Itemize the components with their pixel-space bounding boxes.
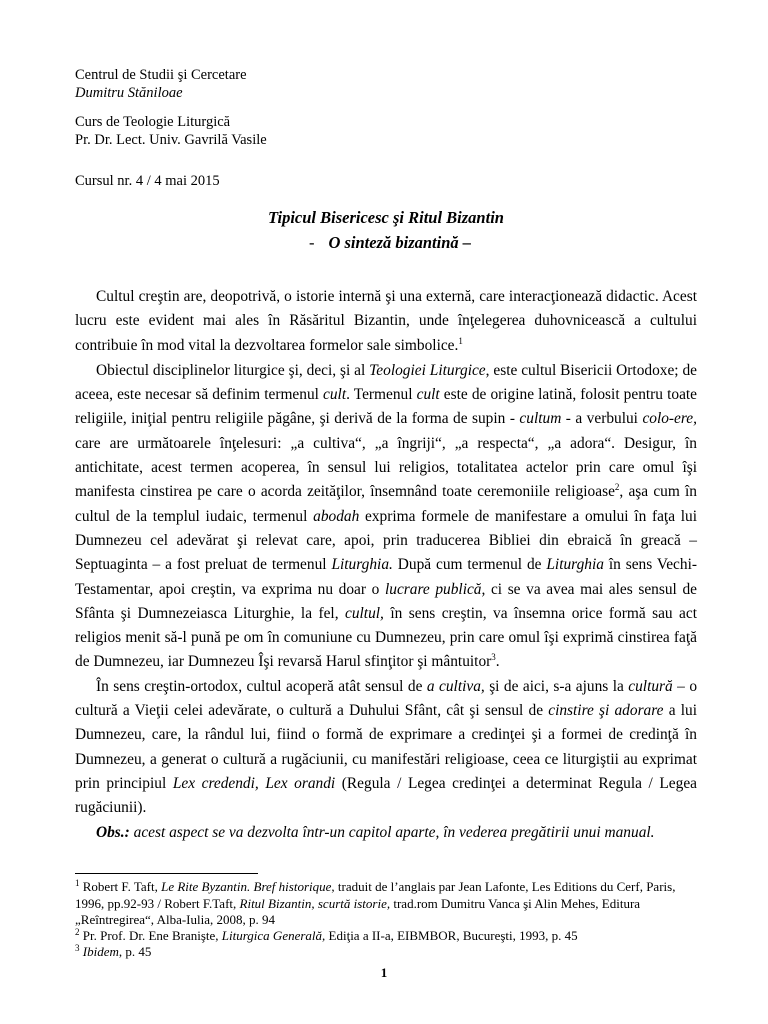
p2-i9: lucrare publică, <box>384 580 486 598</box>
p2-s1: Obiectul disciplinelor liturgice şi, deci, şi al <box>96 361 370 379</box>
p3-i3: cinstire şi adorare <box>548 702 664 720</box>
title-sub: O sinteză bizantină – <box>328 233 472 252</box>
footnote-ref-2: 2 <box>614 482 620 493</box>
footnote-2 <box>75 928 697 945</box>
p2-s13: . <box>495 653 500 671</box>
footnote-separator <box>75 873 258 874</box>
obs-text: acest aspect se va dezvolta într-un capitol aparte, în vederea pregătirii unui manual. <box>129 823 655 841</box>
p3-s4: a lui Dumnezeu, care, la rândul lui, fiind o formă de exprimare a credinţei şi a formei de credinţă în Dumnezeu, a generat o cultură a rugăciunii, cu manifestări religioase, ceea ce liturgiştii au exprimat prin principiul <box>75 702 697 792</box>
footnote-3-number: 3 <box>75 943 80 953</box>
footnote-1-title-fr: Le Rite Byzantin. Bref historique <box>161 879 332 894</box>
paragraph-2 <box>75 359 697 675</box>
footnote-2-title: Liturgica Generală, <box>221 928 326 943</box>
title-main: Tipicul Bisericesc şi Ritul Bizantin <box>268 208 504 227</box>
header-institution-block <box>75 66 247 102</box>
paragraph-3 <box>75 675 697 821</box>
p2-s12: în sens creştin, va însemna orice formă sau act religios menit să-l pună pe om în comuniune cu Dumnezeu, prin care omul îşi exprimă cinstirea faţă de Dumnezeu, iar Dumnezeu Îşi revarsă Harul sfinţitor şi mântuitor <box>75 604 697 671</box>
p2-i4: cultum <box>519 410 562 428</box>
footnote-2-number: 2 <box>75 927 80 937</box>
observation-note <box>75 821 697 845</box>
footnote-1-title-ro: Ritul Bizantin, scurtă istorie, <box>239 895 391 911</box>
footnote-3 <box>75 944 697 961</box>
p2-i10: cultul, <box>344 604 384 622</box>
institution-text: Centrul de Studii şi Cercetare <box>75 67 247 83</box>
obs-label: Obs.: <box>96 823 130 841</box>
p2-i1: Teologiei Liturgice <box>369 361 486 379</box>
p2-i3: cult <box>416 386 440 404</box>
p1-text: Cultul creştin are, deopotrivă, o istorie internă şi una externă, care interacţionează didactic. Acest lucru este evident mai ales în Răsăritul Bizantin, unde înţelegerea duhovnicească a cultului contribuie în mod vital la dezvoltarea formelor sale simbolice. <box>75 288 697 354</box>
p3-i4: Lex credendi, Lex orandi <box>172 774 336 792</box>
p2-s6: care are următoarele înţelesuri: „a cultiva“, „a îngriji“, „a respecta“, „a adora“. Desigur, în antichitate, acest termen acoperea, în sensul lui religios, totalitatea actelor prin care omul îşi manifesta cinstirea pe care o acorda zeităţilor, însemnând toate ceremoniile religioase <box>75 434 697 501</box>
p2-s11: ci se va avea mai ales sensul de Sfânta şi Dumnezeiasca Liturghie, la fel, <box>75 580 697 622</box>
header-lecture <box>75 172 220 190</box>
p3-s3: – o cultură a Vieţii celei adevărate, o cultură a Duhului Sfânt, cât şi sensul de <box>75 677 698 720</box>
p2-s3: . Termenul <box>346 386 417 404</box>
p2-s8: exprima formele de manifestare a omului în faţa lui Dumnezeu cel adevărat şi relevat care, apoi, prin traducerea Bibliei din ebraică în greacă – Septuaginta – a fost preluat de termenul <box>75 507 697 574</box>
p2-s5: - a verbului <box>561 410 643 428</box>
p2-s7: , aşa cum în cultul de la templul iudaic, termenul <box>75 483 698 525</box>
p2-s2: , este cultul Bisericii Ortodoxe; de aceea, este necesar să definim termenul <box>75 361 698 404</box>
p2-i8: Liturghia <box>546 556 604 574</box>
footnote-3-ibidem: Ibidem <box>79 944 119 959</box>
p2-s9: După cum termenul de <box>392 556 547 574</box>
p2-i6: abodah <box>313 507 360 525</box>
footnote-ref-3: 3 <box>491 652 496 663</box>
paragraph-1 <box>75 285 697 358</box>
p3-i2: cultură <box>628 677 673 695</box>
footnote-ref-1: 1 <box>458 335 463 346</box>
header-course-block <box>75 113 267 149</box>
p2-i2: cult <box>323 386 347 404</box>
p2-i7: Liturghia. <box>331 556 393 574</box>
p3-s5: (Regula / Legea credinţei a determinat Regula / Legea rugăciunii). <box>75 774 697 817</box>
document-title <box>75 205 697 255</box>
footnote-1 <box>75 879 697 929</box>
p2-s10: în sens Vechi-Testamentar, apoi creştin, va exprima nu doar o <box>75 556 697 598</box>
footnote-2-a: Pr. Prof. Dr. Ene Branişte, <box>79 928 222 943</box>
p3-s2: şi de aici, s-a ajuns la <box>484 677 629 695</box>
footnote-1-b: , traduit de l’anglais par Jean Lafonte, Les Editions du Cerf, Paris, 1996, pp.92-93 / Robert F.Taft, <box>75 879 676 911</box>
title-dash: - <box>308 233 315 252</box>
footnote-3-b: , p. 45 <box>118 944 152 959</box>
document-body <box>75 285 697 845</box>
course-author: Pr. Dr. Lect. Univ. Gavrilă Vasile <box>75 132 267 148</box>
course-name: Curs de Teologie Liturgică <box>75 114 231 130</box>
footnote-1-a: Robert F. Taft, <box>79 879 162 894</box>
p3-s1: În sens creştin-ortodox, cultul acoperă atât sensul de <box>96 677 427 695</box>
footnote-1-number: 1 <box>75 878 80 888</box>
p2-i5: colo-ere, <box>642 410 697 428</box>
footnote-1-c: trad.rom Dumitru Vanca şi Alin Mehes, Editura „Reîntregirea“, Alba-Iulia, 2008, p. 94 <box>75 895 641 927</box>
p3-i1: a cultiva, <box>426 677 485 695</box>
title-sub-line <box>75 230 697 255</box>
p2-s4: este de origine latină, folosit pentru toate religiile, iniţial pentru religiile păgâne, şi derivă de la forma de supin - <box>75 386 698 428</box>
institution-name: Dumitru Stăniloae <box>75 85 183 101</box>
lecture-number: Cursul nr. 4 / 4 mai 2015 <box>75 173 220 189</box>
page-number: 1 <box>380 965 388 980</box>
footnote-2-b: Ediţia a II-a, EIBMBOR, Bucureşti, 1993, p. 45 <box>325 928 578 943</box>
